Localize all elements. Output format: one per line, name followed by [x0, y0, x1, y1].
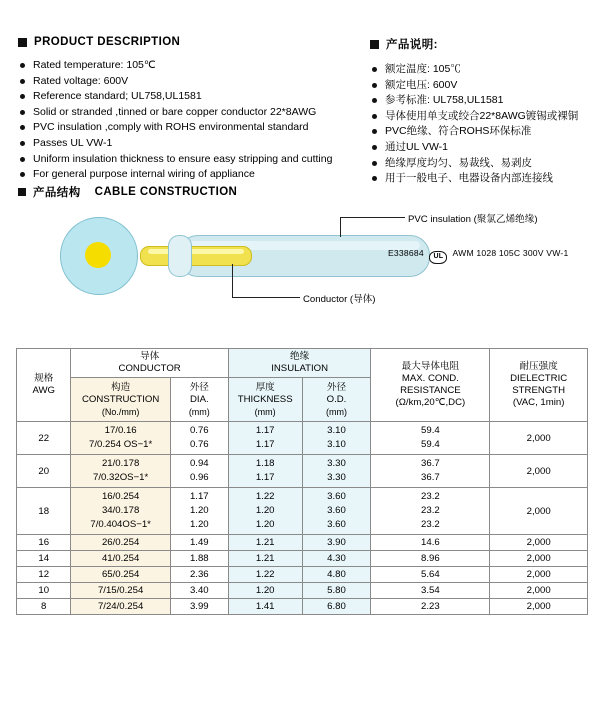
value-line: 0.94	[189, 458, 209, 469]
list-item: 额定温度: 105℃	[372, 62, 600, 78]
header-insulation-cn: 绝缘	[290, 351, 310, 362]
product-description-block-en	[18, 36, 358, 183]
cell-outer-diameter: 5.80	[302, 583, 371, 599]
header-awg-cn: 规格	[34, 373, 54, 384]
cell-construction	[71, 455, 170, 488]
header-thickness-en: THICKNESS	[237, 393, 293, 405]
list-item: Solid or stranded ,tinned or bare copper conductor 22*8AWG	[20, 105, 358, 121]
cell-thickness	[228, 422, 302, 455]
value-line: 1.17	[255, 439, 275, 450]
cell-awg: 8	[17, 599, 71, 615]
value-line: 7/0.404OS−1*	[90, 519, 151, 530]
header-diameter-cn: 外径	[189, 381, 209, 393]
table-group-header-row	[17, 349, 588, 378]
cable-construction-title-cn: 产品结构	[33, 187, 81, 199]
header-construction-en: CONSTRUCTION	[82, 393, 160, 405]
cell-thickness: 1.21	[228, 535, 302, 551]
cell-construction: 65/0.254	[71, 567, 170, 583]
value-line: 36.7	[421, 472, 440, 483]
cell-outer-diameter	[302, 455, 371, 488]
cable-diagram	[0, 205, 603, 320]
list-item: 导体使用单支或绞合22*8AWG镀锡或裸铜	[372, 109, 600, 125]
header-thickness-cn: 厚度	[255, 381, 275, 393]
header-strength-l1: 耐压强度	[519, 361, 558, 372]
list-item: PVC insulation ,comply with ROHS environmental standard	[20, 120, 358, 136]
value-line: 1.20	[255, 519, 275, 530]
value-line: 1.20	[189, 505, 209, 516]
cell-construction: 7/15/0.254	[71, 583, 170, 599]
product-description-list-cn	[372, 62, 600, 187]
cell-diameter: 3.40	[170, 583, 228, 599]
table-row	[17, 551, 588, 567]
cell-awg: 20	[17, 455, 71, 488]
cell-strength: 2,000	[490, 599, 588, 615]
cell-construction	[71, 422, 170, 455]
value-line: 1.22	[255, 491, 275, 502]
value-line: 3.10	[327, 425, 346, 436]
cell-diameter	[170, 488, 228, 535]
cell-thickness: 1.22	[228, 567, 302, 583]
cell-resistance	[371, 488, 490, 535]
list-item: 用于一般电子、电器设备内部连接线	[372, 171, 600, 187]
cell-resistance: 8.96	[371, 551, 490, 567]
cable-construction-title-en: CABLE CONSTRUCTION	[94, 186, 238, 198]
table-row	[17, 567, 588, 583]
list-item: Passes UL VW-1	[20, 136, 358, 152]
header-od-en: O.D.	[326, 393, 347, 405]
cell-strength: 2,000	[490, 455, 588, 488]
list-item: Uniform insulation thickness to ensure easy stripping and cutting	[20, 152, 358, 168]
value-line: 3.60	[327, 505, 346, 516]
cell-outer-diameter: 4.30	[302, 551, 371, 567]
header-resistance-l1: 最大导体电阻	[401, 361, 460, 372]
value-line: 1.17	[189, 491, 209, 502]
specification-table	[16, 348, 588, 615]
header-od-unit: (mm)	[325, 406, 347, 417]
value-line: 23.2	[421, 519, 440, 530]
header-outer-diameter	[302, 378, 371, 422]
value-line: 59.4	[421, 439, 440, 450]
cell-awg: 10	[17, 583, 71, 599]
cell-strength: 2,000	[490, 583, 588, 599]
product-description-heading-en	[18, 36, 358, 48]
header-diameter-unit: (mm)	[188, 406, 210, 417]
conductor-label: Conductor (导体)	[303, 294, 376, 305]
cell-strength: 2,000	[490, 422, 588, 455]
list-item: Rated voltage: 600V	[20, 74, 358, 90]
header-conductor-cn: 导体	[140, 351, 160, 362]
header-construction-cn: 构造	[111, 381, 131, 393]
product-description-title-en: PRODUCT DESCRIPTION	[34, 36, 181, 48]
header-insulation-en: INSULATION	[271, 363, 329, 374]
cable-conductor-highlight	[148, 249, 244, 254]
square-bullet-icon	[18, 38, 27, 47]
cell-resistance: 3.54	[371, 583, 490, 599]
cell-diameter: 2.36	[170, 567, 228, 583]
value-line: 7/0.32OS−1*	[93, 472, 149, 483]
table-row	[17, 455, 588, 488]
header-resistance-l4: (Ω/km,20℃,DC)	[395, 397, 466, 408]
header-diameter	[170, 378, 228, 422]
header-construction	[71, 378, 170, 422]
header-strength-l2: DIELECTRIC	[510, 373, 568, 384]
marking-file-number: E338684	[388, 248, 424, 258]
list-item: 通过UL VW-1	[372, 140, 600, 156]
product-description-heading-cn	[370, 36, 600, 52]
product-description-block-cn	[370, 36, 600, 187]
value-line: 23.2	[421, 491, 440, 502]
leader-line-conductor-h	[232, 297, 300, 298]
cell-thickness: 1.20	[228, 583, 302, 599]
cell-construction: 7/24/0.254	[71, 599, 170, 615]
cell-thickness	[228, 455, 302, 488]
table-row	[17, 488, 588, 535]
header-thickness	[228, 378, 302, 422]
header-strength-l4: (VAC, 1min)	[512, 397, 565, 408]
cell-resistance: 14.6	[371, 535, 490, 551]
value-line: 3.30	[327, 458, 346, 469]
cell-diameter: 1.49	[170, 535, 228, 551]
header-od-cn: 外径	[326, 381, 347, 393]
list-item: Reference standard; UL758,UL1581	[20, 89, 358, 105]
cell-construction: 26/0.254	[71, 535, 170, 551]
cell-thickness: 1.21	[228, 551, 302, 567]
value-line: 1.20	[189, 519, 209, 530]
header-resistance-l3: RESISTANCE	[400, 385, 461, 396]
header-thickness-unit: (mm)	[254, 406, 276, 417]
header-group-insulation	[228, 349, 371, 378]
cable-construction-heading	[18, 184, 237, 200]
value-line: 0.76	[189, 439, 209, 450]
list-item: 参考标准: UL758,UL1581	[372, 93, 600, 109]
cell-resistance	[371, 455, 490, 488]
cell-awg: 22	[17, 422, 71, 455]
cell-thickness: 1.41	[228, 599, 302, 615]
cell-resistance	[371, 422, 490, 455]
cell-awg: 12	[17, 567, 71, 583]
cell-outer-diameter	[302, 422, 371, 455]
cell-awg: 16	[17, 535, 71, 551]
value-line: 1.17	[255, 472, 275, 483]
cell-awg: 18	[17, 488, 71, 535]
table-row	[17, 599, 588, 615]
cell-diameter	[170, 422, 228, 455]
value-line: 0.96	[189, 472, 209, 483]
product-description-title-cn: 产品说明:	[386, 39, 438, 51]
header-strength-l3: STRENGTH	[512, 385, 566, 396]
cross-section-conductor-icon	[85, 242, 111, 268]
header-strength	[490, 349, 588, 422]
list-item: For general purpose internal wiring of appliance	[20, 167, 358, 183]
cell-outer-diameter: 6.80	[302, 599, 371, 615]
value-line: 23.2	[421, 505, 440, 516]
table-body	[17, 422, 588, 615]
table-head	[17, 349, 588, 422]
cell-resistance: 5.64	[371, 567, 490, 583]
header-conductor-en: CONDUCTOR	[118, 363, 181, 374]
square-bullet-icon	[18, 188, 26, 196]
value-line: 3.60	[327, 519, 346, 530]
value-line: 36.7	[421, 458, 440, 469]
header-resistance-l2: MAX. COND.	[401, 373, 459, 384]
cell-diameter: 3.99	[170, 599, 228, 615]
value-line: 34/0.178	[101, 505, 140, 516]
value-line: 7/0.254 OS−1*	[89, 439, 153, 450]
value-line: 3.60	[327, 491, 346, 502]
value-line: 1.18	[255, 458, 275, 469]
table-row	[17, 422, 588, 455]
header-construction-unit: (No./mm)	[101, 406, 140, 417]
cell-strength: 2,000	[490, 551, 588, 567]
cell-resistance: 2.23	[371, 599, 490, 615]
list-item: 绝缘厚度均匀、易裁线、易剥皮	[372, 156, 600, 172]
cable-end-cap	[168, 235, 192, 277]
cell-awg: 14	[17, 551, 71, 567]
cell-strength: 2,000	[490, 488, 588, 535]
cell-thickness	[228, 488, 302, 535]
list-item: Rated temperature: 105℃	[20, 58, 358, 74]
table-row	[17, 535, 588, 551]
value-line: 3.10	[327, 439, 346, 450]
header-resistance	[371, 349, 490, 422]
cable-printed-marking	[388, 248, 568, 262]
cell-diameter	[170, 455, 228, 488]
list-item: 额定电压: 600V	[372, 78, 600, 94]
cell-strength: 2,000	[490, 535, 588, 551]
header-group-conductor	[71, 349, 228, 378]
cell-construction	[71, 488, 170, 535]
product-description-list-en	[20, 58, 358, 183]
cell-diameter: 1.88	[170, 551, 228, 567]
value-line: 1.20	[255, 505, 275, 516]
value-line: 59.4	[421, 425, 440, 436]
leader-line-insulation-v	[340, 217, 341, 237]
value-line: 3.30	[327, 472, 346, 483]
cell-construction: 41/0.254	[71, 551, 170, 567]
leader-line-insulation-h	[340, 217, 405, 218]
value-line: 1.17	[255, 425, 275, 436]
marking-rating: AWM 1028 105C 300V VW-1	[452, 248, 569, 258]
ul-logo-icon: UL	[429, 251, 447, 264]
table-row	[17, 583, 588, 599]
cell-outer-diameter	[302, 488, 371, 535]
square-bullet-icon	[370, 40, 379, 49]
header-awg	[17, 349, 71, 422]
value-line: 0.76	[189, 425, 209, 436]
cell-outer-diameter: 4.80	[302, 567, 371, 583]
value-line: 21/0.178	[101, 458, 140, 469]
leader-line-conductor-v	[232, 264, 233, 297]
insulation-label: PVC insulation (聚氯乙烯绝缘)	[408, 214, 538, 225]
cell-outer-diameter: 3.90	[302, 535, 371, 551]
value-line: 16/0.254	[101, 491, 140, 502]
header-diameter-en: DIA.	[189, 393, 209, 405]
list-item: PVC绝缘、符合ROHS环保标准	[372, 124, 600, 140]
value-line: 17/0.16	[104, 425, 137, 436]
header-awg-en: AWG	[32, 385, 55, 396]
cell-strength: 2,000	[490, 567, 588, 583]
